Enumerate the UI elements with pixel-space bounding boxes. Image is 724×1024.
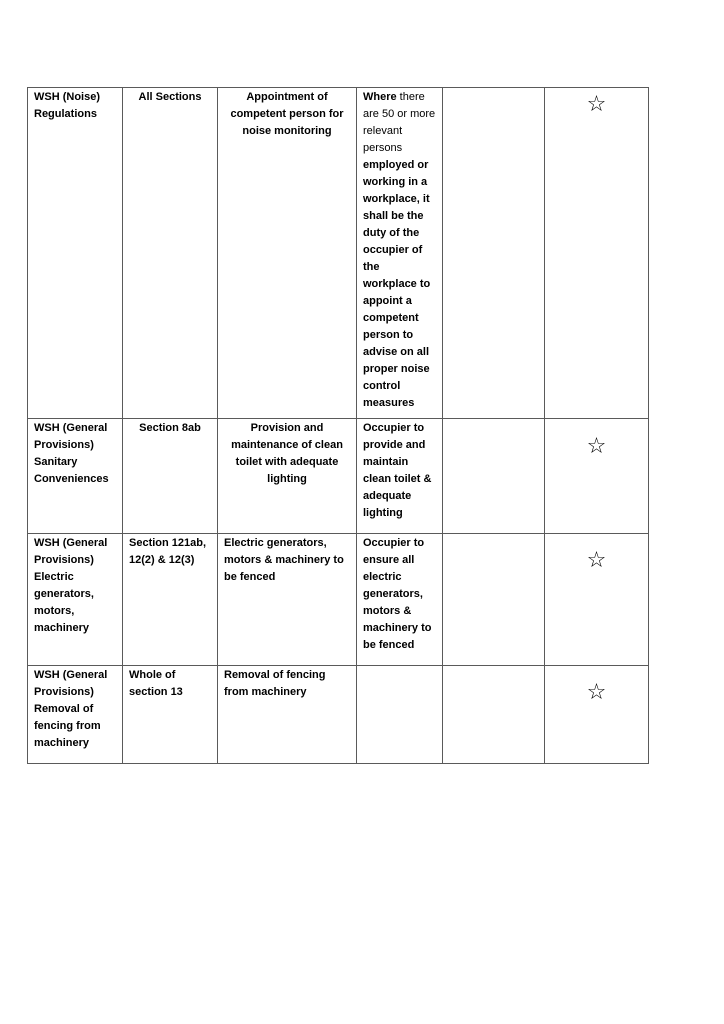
section-cell: Section 8ab — [123, 419, 218, 534]
act-cell: WSH (General Provisions) Removal of fencing from machinery — [28, 666, 123, 764]
subject-cell: Electric generators, motors & machinery to be fenced — [218, 534, 357, 666]
requirement-cell: Occupier to provide and maintain clean toilet & adequate lighting — [357, 419, 443, 534]
subject-cell: Provision and maintenance of clean toilet with adequate lighting — [218, 419, 357, 534]
table-row — [28, 534, 649, 666]
requirement-bold-text: Where — [363, 91, 397, 103]
blank-cell — [443, 666, 545, 764]
star-outline-icon: ☆ — [586, 548, 607, 573]
star-outline-icon: ☆ — [586, 680, 607, 705]
section-cell: All Sections — [123, 88, 218, 419]
table-row — [28, 666, 649, 764]
table-row — [28, 419, 649, 534]
status-cell — [545, 419, 649, 534]
section-cell: Section 121ab, 12(2) & 12(3) — [123, 534, 218, 666]
subject-cell: Removal of fencing from machinery — [218, 666, 357, 764]
act-cell: WSH (General Provisions) Sanitary Conveniences — [28, 419, 123, 534]
subject-cell: Appointment of competent person for noise monitoring — [218, 88, 357, 419]
act-cell: WSH (General Provisions) Electric generators, motors, machinery — [28, 534, 123, 666]
status-cell — [545, 534, 649, 666]
blank-cell — [443, 419, 545, 534]
regulations-table — [27, 87, 649, 764]
requirement-cell — [357, 88, 443, 419]
star-outline-icon: ☆ — [586, 434, 607, 459]
requirement-cell: Occupier to ensure all electric generators, motors & machinery to be fenced — [357, 534, 443, 666]
status-cell — [545, 666, 649, 764]
requirement-cell — [357, 666, 443, 764]
blank-cell — [443, 534, 545, 666]
star-outline-icon: ☆ — [586, 92, 607, 117]
requirement-normal-text: there are 50 or more relevant persons — [363, 91, 436, 154]
act-cell: WSH (Noise) Regulations — [28, 88, 123, 419]
section-cell: Whole of section 13 — [123, 666, 218, 764]
blank-cell — [443, 88, 545, 419]
requirement-bold-text: employed or working in a workplace, it shall be the duty of the occupier of the workplace to appoint a competent person to advise on all proper noise control measures — [363, 159, 431, 409]
table-row — [28, 88, 649, 419]
status-cell — [545, 88, 649, 419]
